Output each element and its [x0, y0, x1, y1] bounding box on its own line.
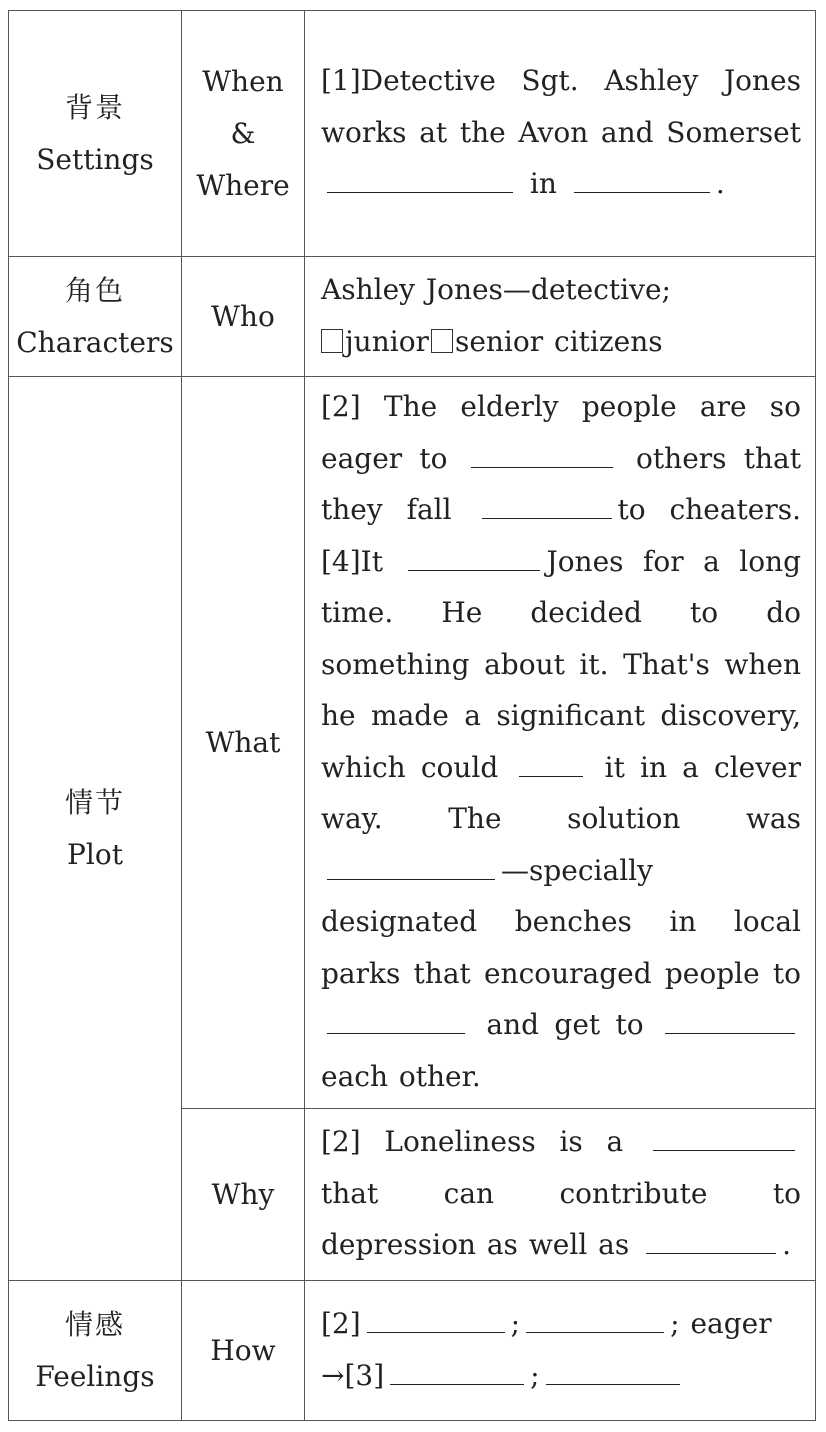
- feelings-label: [9, 1281, 182, 1421]
- what-text-6: it in a clever way. The solution was: [321, 750, 802, 835]
- worksheet-table: [8, 10, 816, 1421]
- settings-content: [305, 11, 816, 257]
- feelings-text-2: ;: [510, 1307, 521, 1340]
- answer-blank[interactable]: [471, 445, 613, 468]
- how-label: How: [182, 1281, 305, 1421]
- senior-label: senior citizens: [454, 324, 663, 358]
- feelings-en: Feelings: [35, 1359, 155, 1393]
- characters-label: [9, 257, 182, 377]
- plot-why-content: [305, 1109, 816, 1281]
- plot-cn: 情节: [64, 785, 125, 819]
- what-text-3: to cheaters.: [617, 493, 802, 526]
- answer-blank[interactable]: [367, 1310, 505, 1333]
- junior-label: junior: [345, 324, 429, 358]
- settings-row: [9, 11, 816, 257]
- what-text-2: others that they fall: [321, 441, 801, 526]
- settings-cn: 背景: [64, 90, 125, 124]
- answer-blank[interactable]: [653, 1128, 795, 1151]
- feelings-text-5: ;: [530, 1358, 540, 1392]
- characters-row: [9, 257, 816, 377]
- what-text-8: and get to: [486, 1008, 644, 1041]
- feelings-text-4: →[3]: [321, 1358, 385, 1392]
- answer-blank[interactable]: [519, 754, 583, 777]
- answer-blank[interactable]: [482, 496, 612, 519]
- feelings-text-3: ; eager: [670, 1307, 772, 1340]
- plot-what-content: [305, 377, 816, 1109]
- settings-text-2: in: [529, 167, 557, 201]
- what-text-7: —specially designated benches in local parks that encouraged people to: [321, 853, 801, 990]
- why-text-2: that can contribute to depression as well as: [321, 1176, 801, 1262]
- characters-line-2: [321, 316, 801, 368]
- characters-en: Characters: [16, 325, 174, 359]
- feelings-row: [9, 1281, 816, 1421]
- feelings-line-2: [321, 1350, 801, 1402]
- why-text-1: [2] Loneliness is a: [321, 1125, 624, 1159]
- characters-content: [305, 257, 816, 377]
- answer-blank[interactable]: [408, 548, 540, 571]
- answer-blank[interactable]: [327, 857, 495, 880]
- characters-cn: 角色: [64, 273, 125, 307]
- what-text-1: [2] The elderly people are so eager to: [321, 390, 801, 475]
- settings-text-3: .: [715, 167, 725, 201]
- feelings-line-1: [321, 1298, 801, 1350]
- answer-blank[interactable]: [526, 1310, 664, 1333]
- where-label: Where: [196, 168, 290, 202]
- when-where-label: [182, 11, 305, 257]
- answer-blank[interactable]: [390, 1362, 524, 1385]
- settings-label: [9, 11, 182, 257]
- feelings-cn: 情感: [64, 1307, 125, 1341]
- answer-blank[interactable]: [574, 170, 710, 193]
- senior-checkbox[interactable]: [431, 329, 453, 353]
- answer-blank[interactable]: [327, 170, 513, 193]
- when-label: When: [202, 64, 284, 98]
- characters-line-1: Ashley Jones—detective;: [321, 273, 671, 306]
- what-text-5: Jones for a long time. He decided to do something about it. That's when he made a significant discovery, which could: [321, 544, 802, 784]
- what-text-9: each other.: [321, 1059, 481, 1093]
- ampersand-label: &: [230, 116, 256, 150]
- answer-blank[interactable]: [646, 1231, 776, 1254]
- why-text-3: .: [782, 1228, 792, 1262]
- feelings-content: [305, 1281, 816, 1421]
- settings-en: Settings: [36, 142, 154, 176]
- who-label: Who: [182, 257, 305, 377]
- junior-checkbox[interactable]: [321, 329, 343, 353]
- answer-blank[interactable]: [546, 1362, 680, 1385]
- what-label: What: [182, 377, 305, 1109]
- settings-text-1: [1]Detective Sgt. Ashley Jones works at the Avon and Somerset: [321, 64, 801, 149]
- plot-label: [9, 377, 182, 1281]
- what-text-4: [4]It: [321, 544, 383, 578]
- plot-what-row: [9, 377, 816, 1109]
- answer-blank[interactable]: [327, 1011, 465, 1034]
- why-label: Why: [182, 1109, 305, 1281]
- feelings-text-1: [2]: [321, 1307, 361, 1340]
- answer-blank[interactable]: [665, 1011, 795, 1034]
- plot-en: Plot: [67, 837, 123, 871]
